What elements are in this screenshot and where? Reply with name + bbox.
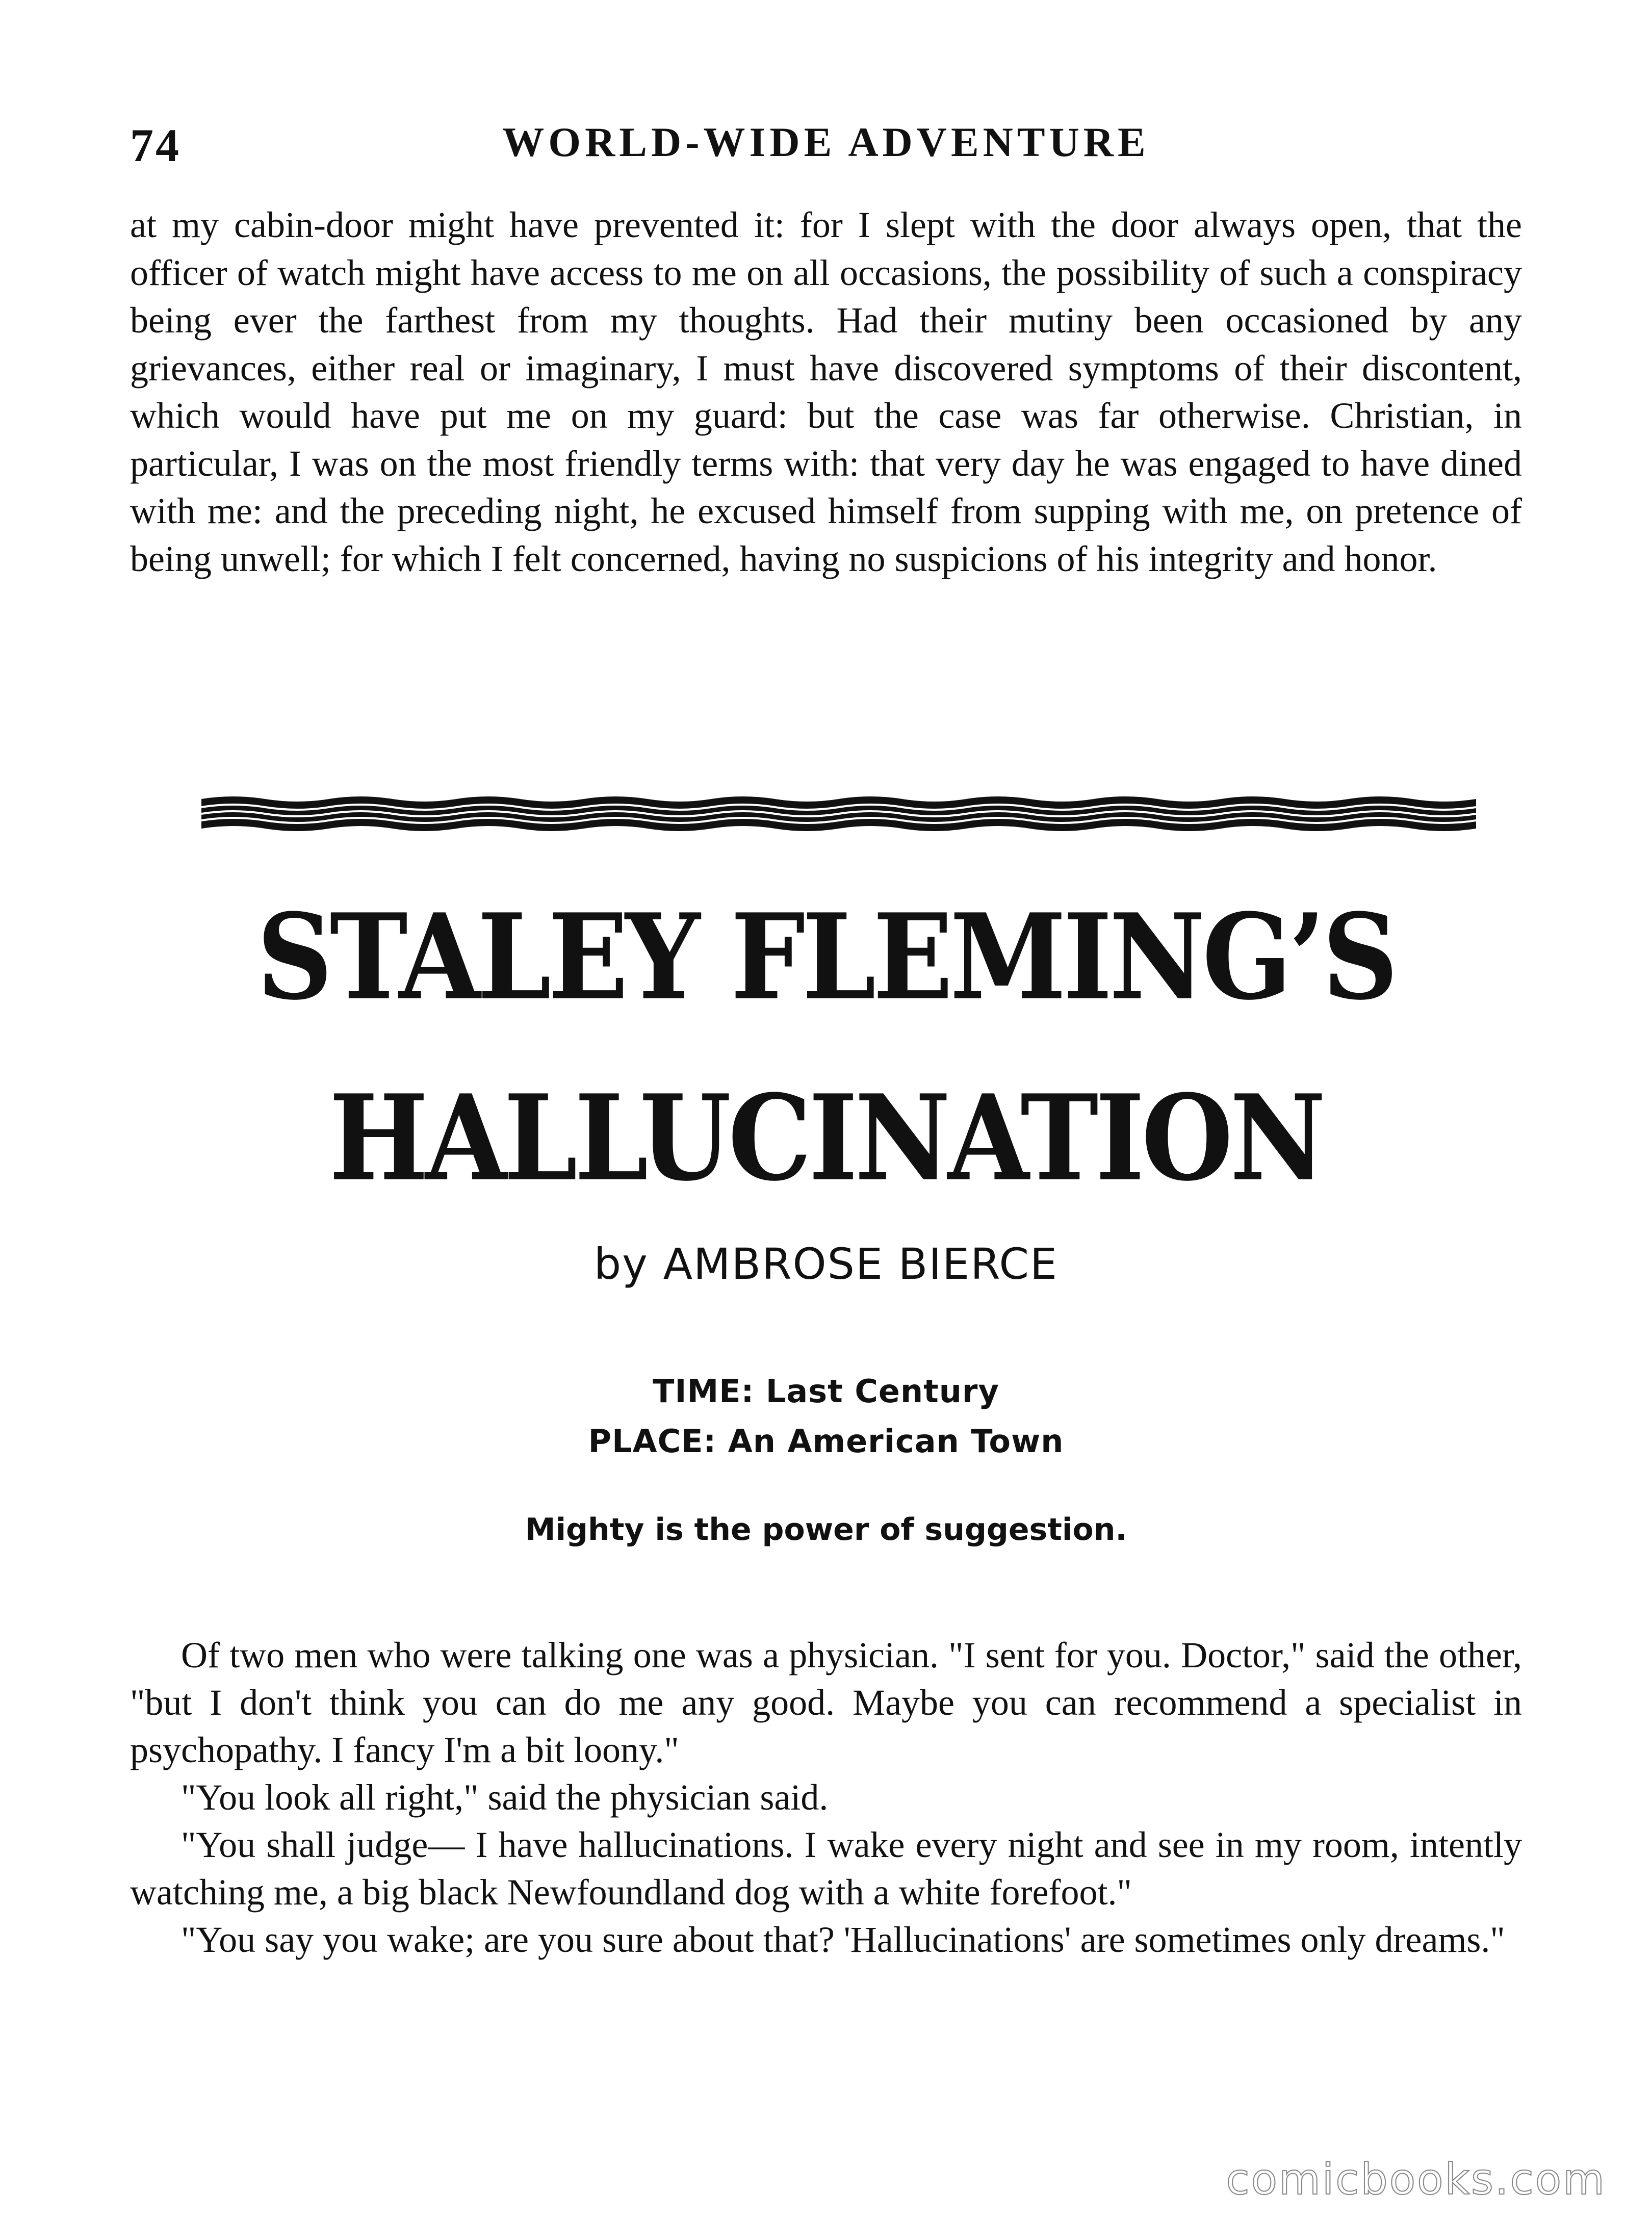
story-title-line-2: HALLUCINATION — [329, 1069, 1323, 1207]
story-paragraph: Of two men who were talking one was a physician. "I sent for you. Doctor," said the other, "but I don't think you can do me any good. Maybe you can recommend a specialist in psychopathy. I fancy I'm a bit loony." — [130, 1635, 1522, 1770]
page-number: 74 — [130, 119, 181, 171]
setting-time: TIME: Last Century — [653, 1373, 999, 1410]
story-paragraph: "You shall judge— I have hallucinations. I wake every night and see in my room, intently watching me, a big black Newfoundland dog with a white forefoot." — [130, 1824, 1522, 1913]
story-paragraph: "You look all right," said the physician said. — [181, 1777, 829, 1818]
watermark: comicbooks.com — [1226, 2154, 1606, 2204]
story-setting — [130, 1366, 1522, 1466]
previous-story-text — [130, 201, 1522, 583]
page-header — [130, 118, 1522, 185]
running-title: WORLD-WIDE ADVENTURE — [502, 119, 1150, 165]
setting-place: PLACE: An American Town — [588, 1423, 1064, 1460]
story-title — [130, 867, 1522, 1229]
story-paragraph: "You say you wake; are you sure about that? 'Hallucinations' are sometimes only dreams." — [181, 1919, 1505, 1960]
previous-story-paragraph: at my cabin-door might have prevented it: for I slept with the door always open, that the officer of watch might have access to me on all occasions, the possibility of such a conspiracy being ever the farthest from my thoughts. Had their mutiny been occasioned by any grievances, either real or imaginary, I must have discovered symptoms of their discontent, which would have put me on my guard: but the case was far otherwise. Christian, in particular, I was on the most friendly terms with: that very day he was engaged to have dined with me: and the preceding night, he excused himself from supping with me, on pretence of being unwell; for which I felt concerned, having no suspicions of his integrity and honor. — [130, 204, 1522, 579]
byline: by AMBROSE BIERCE — [593, 1239, 1059, 1289]
story-title-line-1: STALEY FLEMING’S — [256, 888, 1396, 1026]
story-tagline: Mighty is the power of suggestion. — [525, 1512, 1127, 1548]
wave-divider — [201, 793, 1476, 834]
story-body — [130, 1632, 1522, 1964]
